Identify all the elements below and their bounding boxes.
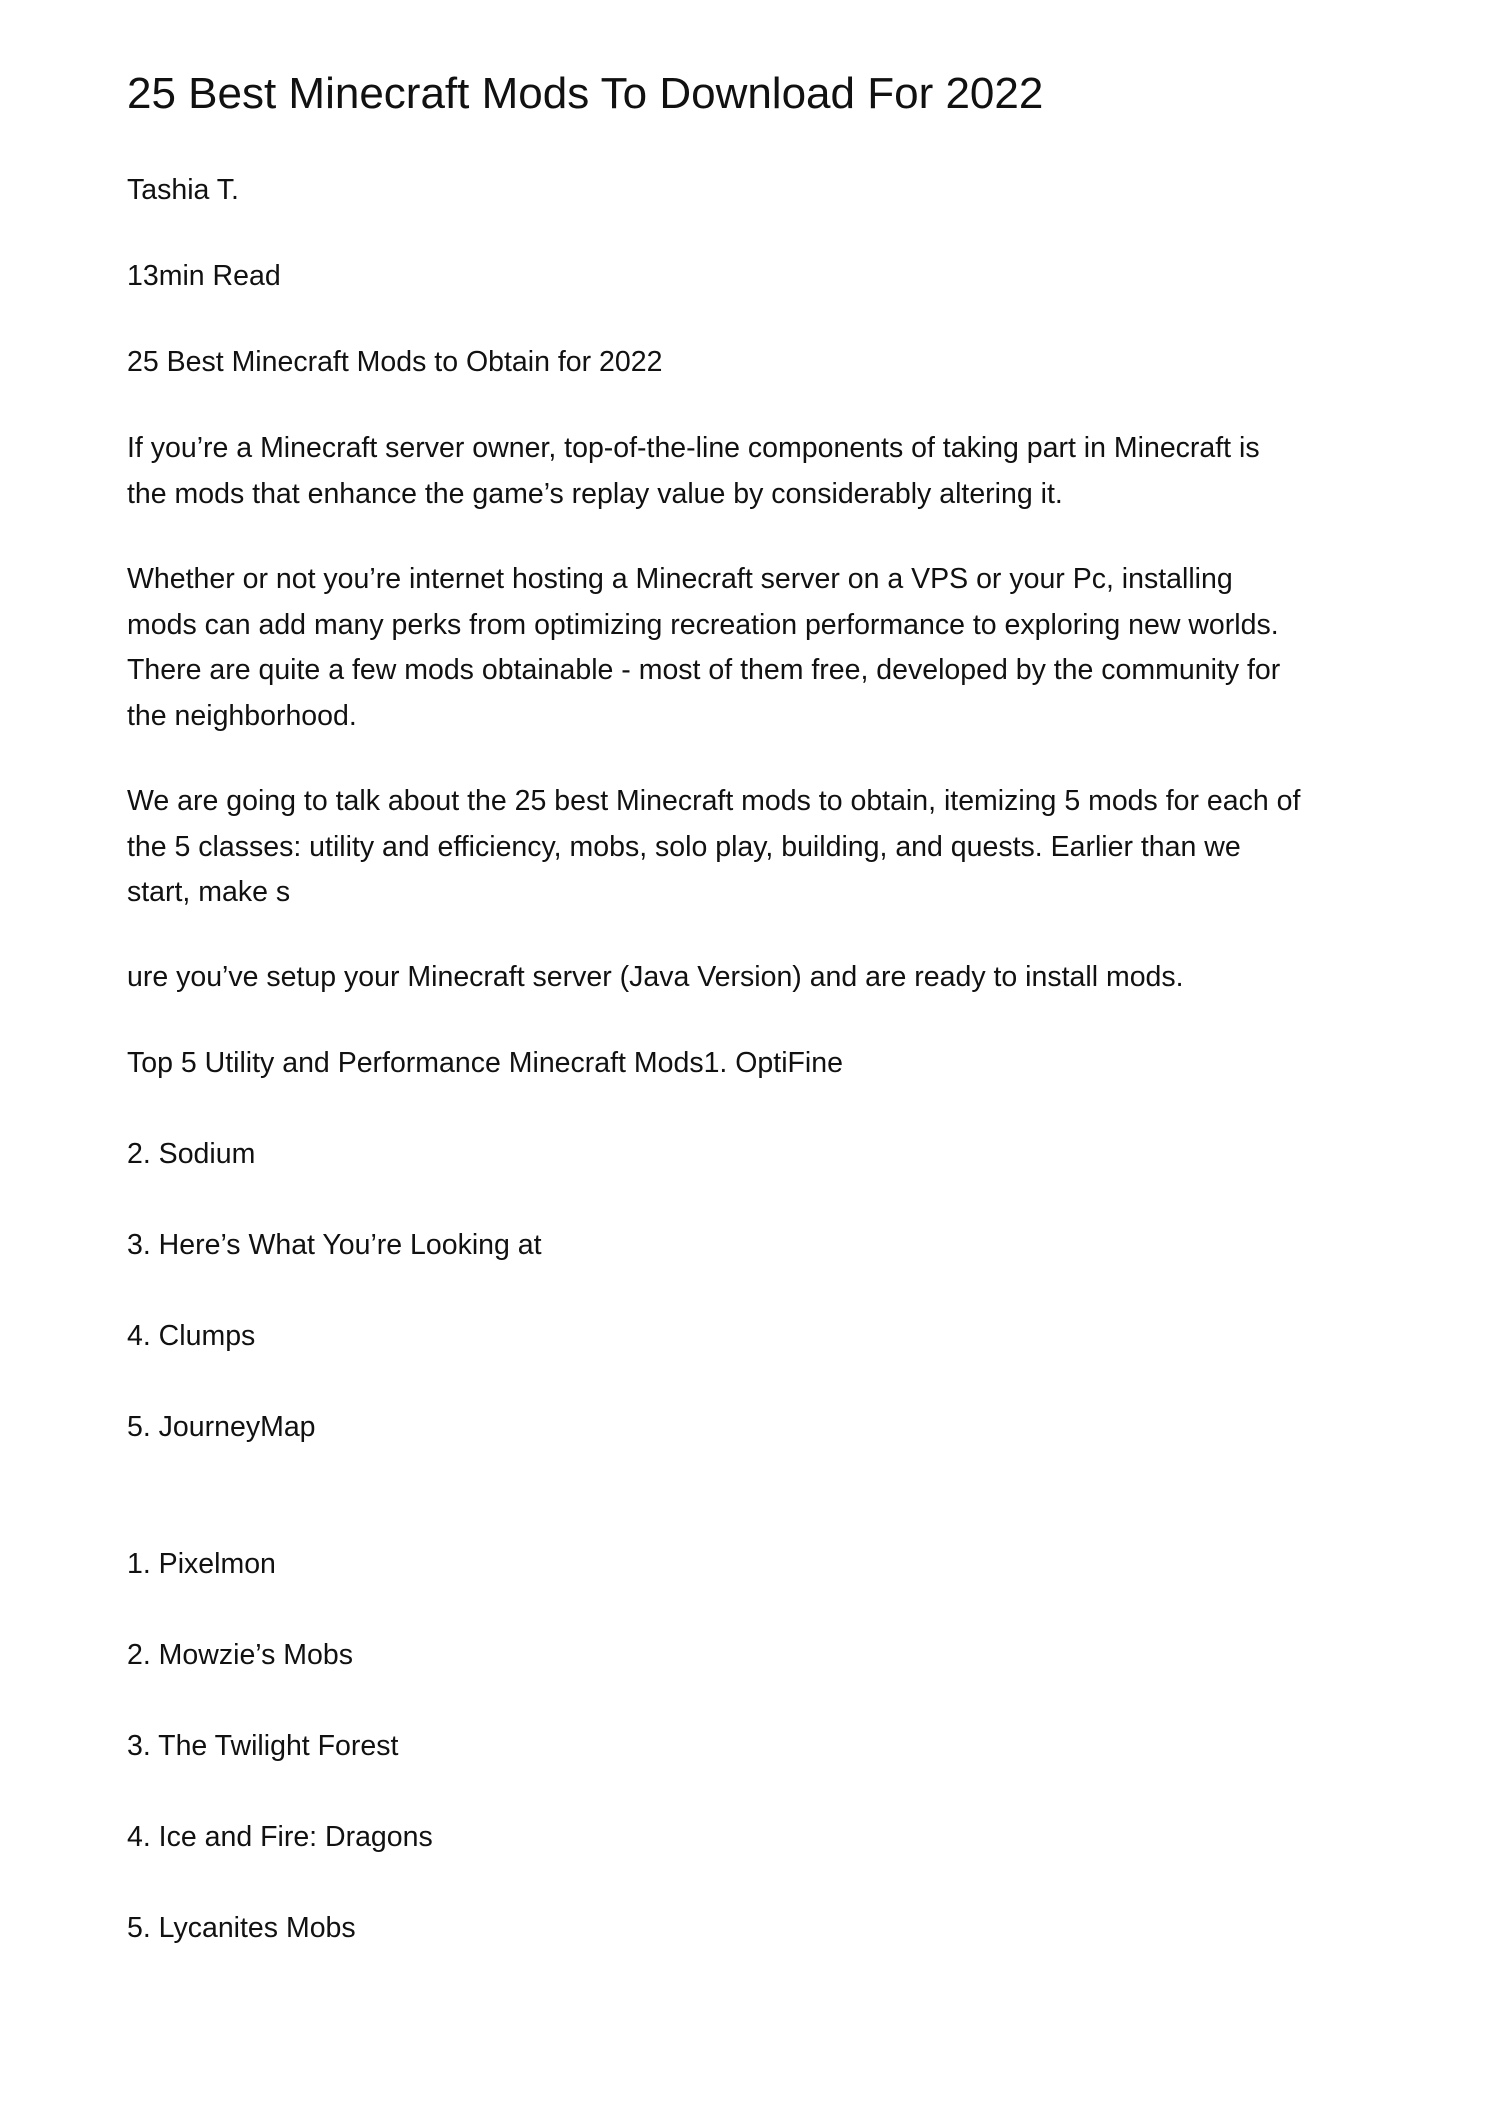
list-item: 5. Lycanites Mobs [127,1912,356,1944]
list-item: 4. Clumps [127,1320,256,1352]
utility-heading: Top 5 Utility and Performance Minecraft Mods1. OptiFine [127,1047,843,1079]
author-name: Tashia T. [127,174,239,206]
intro-paragraph [127,426,1387,517]
hosting-line: Whether or not you’re internet hosting a Minecraft server on a VPS or your Pc, installing [127,563,1233,595]
list-item: 5. JourneyMap [127,1411,316,1443]
hosting-line: the neighborhood. [127,699,357,732]
hosting-paragraph [127,557,1387,739]
setup-paragraph: ure you’ve setup your Minecraft server (Java Version) and are ready to install mods. [127,961,1184,993]
read-time: 13min Read [127,260,281,292]
list-item: 4. Ice and Fire: Dragons [127,1821,433,1853]
overview-paragraph [127,779,1387,916]
overview-line: start, make s [127,876,291,908]
hosting-line: mods can add many perks from optimizing recreation performance to exploring new worlds. [127,608,1279,641]
list-item: 3. Here’s What You’re Looking at [127,1229,542,1261]
overview-line: the 5 classes: utility and efficiency, mobs, solo play, building, and quests. Earlier than we [127,830,1241,863]
intro-line: the mods that enhance the game’s replay value by considerably altering it. [127,477,1063,510]
intro-line: If you’re a Minecraft server owner, top-of-the-line components of taking part in Minecraft is [127,432,1260,464]
document-title: 25 Best Minecraft Mods To Download For 2022 [127,69,1044,118]
overview-line: We are going to talk about the 25 best Minecraft mods to obtain, itemizing 5 mods for each of [127,785,1301,817]
list-item: 3. The Twilight Forest [127,1730,399,1762]
subtitle: 25 Best Minecraft Mods to Obtain for 2022 [127,346,663,378]
list-item: 2. Sodium [127,1138,256,1170]
list-item: 2. Mowzie’s Mobs [127,1639,353,1671]
list-item: 1. Pixelmon [127,1548,276,1580]
hosting-line: There are quite a few mods obtainable - most of them free, developed by the community for [127,654,1281,686]
